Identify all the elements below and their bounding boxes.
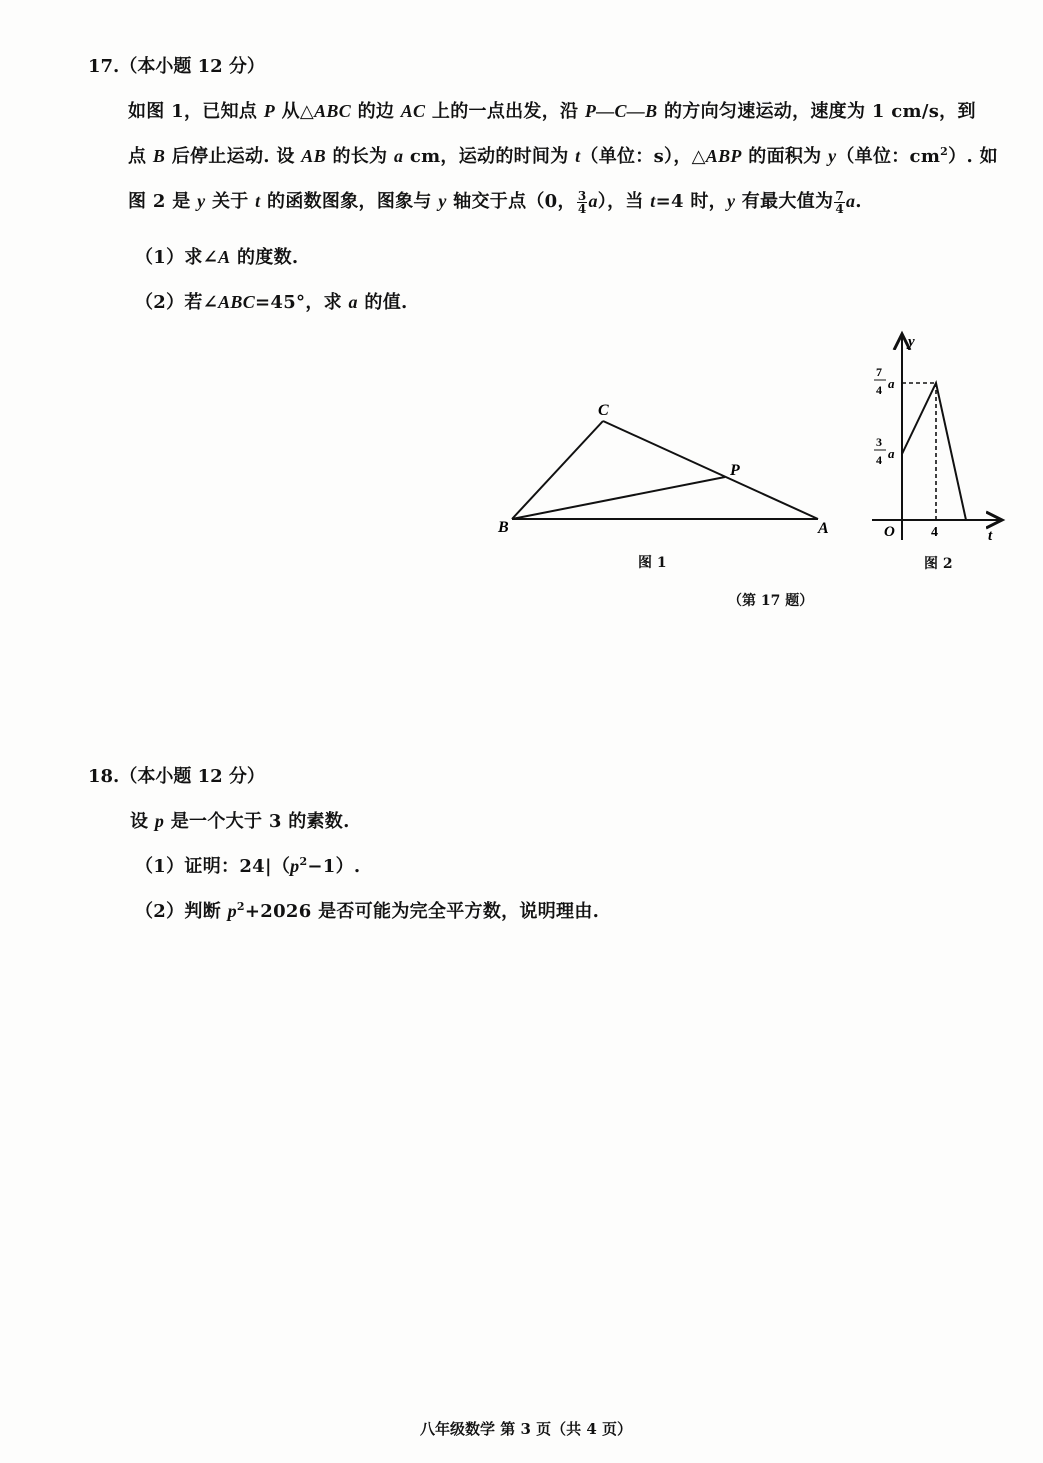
function-curve (902, 383, 966, 520)
label-p: P (730, 462, 740, 479)
q18-intro: 设 p 是一个大于 3 的素数. (130, 811, 350, 832)
figure-group-caption: （第 17 题） (728, 593, 814, 609)
q17-text-line3: 图 2 是 y 关于 t 的函数图象，图象与 y 轴交于点（0， $\frac{3}{4}$ a），当 t=4 时，y 有最大值为 $\frac{7}{4}$ a. (128, 188, 862, 216)
q17-subquestion-2: （2）若∠ABC=45°，求 a 的值. (135, 292, 408, 313)
q18-title: 18.（本小题 12 分） (88, 766, 265, 787)
t-axis-label: t (988, 528, 993, 544)
q17-text-line1: 如图 1，已知点 P 从△ABC 的边 AC 上的一点出发，沿 P—C—B 的方向匀速运动，速度为 1 cm/s，到 (128, 101, 976, 122)
origin-label: O (884, 524, 895, 540)
max-label-numerator: 7 (876, 365, 882, 379)
segment-ca (603, 421, 818, 519)
max-label-denominator: 4 (876, 383, 882, 397)
q18-subquestion-2: （2）判断 $p^2+2026$ 是否可能为完全平方数，说明理由. (135, 900, 600, 922)
max-label-var: a (888, 376, 895, 391)
start-label-var: a (888, 446, 895, 461)
figure-1-caption: 图 1 (638, 555, 667, 571)
start-label-numerator: 3 (876, 435, 882, 449)
q17-subquestion-1: （1）求∠A 的度数. (135, 247, 299, 268)
figure-1-triangle (490, 395, 840, 545)
fraction-3-4: $\frac{3}{4}$ (577, 188, 587, 216)
tick-label-4: 4 (931, 525, 938, 540)
label-b: B (498, 519, 509, 536)
figure-2-caption: 图 2 (924, 556, 953, 572)
q17-text-line2: 点 B 后停止运动. 设 AB 的长为 a cm，运动的时间为 t（单位：s），△ABP 的面积为 y（单位：$cm^2$）. 如 (128, 145, 998, 167)
y-axis-label: y (908, 334, 915, 350)
q18-subquestion-1: （1）证明：$24|(p^2-1)$. (135, 855, 361, 877)
q17-title: 17.（本小题 12 分） (88, 56, 265, 77)
figure-2-graph (860, 328, 1020, 548)
label-c: C (598, 402, 609, 419)
page-footer: 八年级数学 第 3 页（共 4 页） (420, 1420, 632, 1438)
label-a: A (818, 520, 829, 537)
start-label-denominator: 4 (876, 453, 882, 467)
fraction-7-4: $\frac{7}{4}$ (835, 188, 844, 216)
